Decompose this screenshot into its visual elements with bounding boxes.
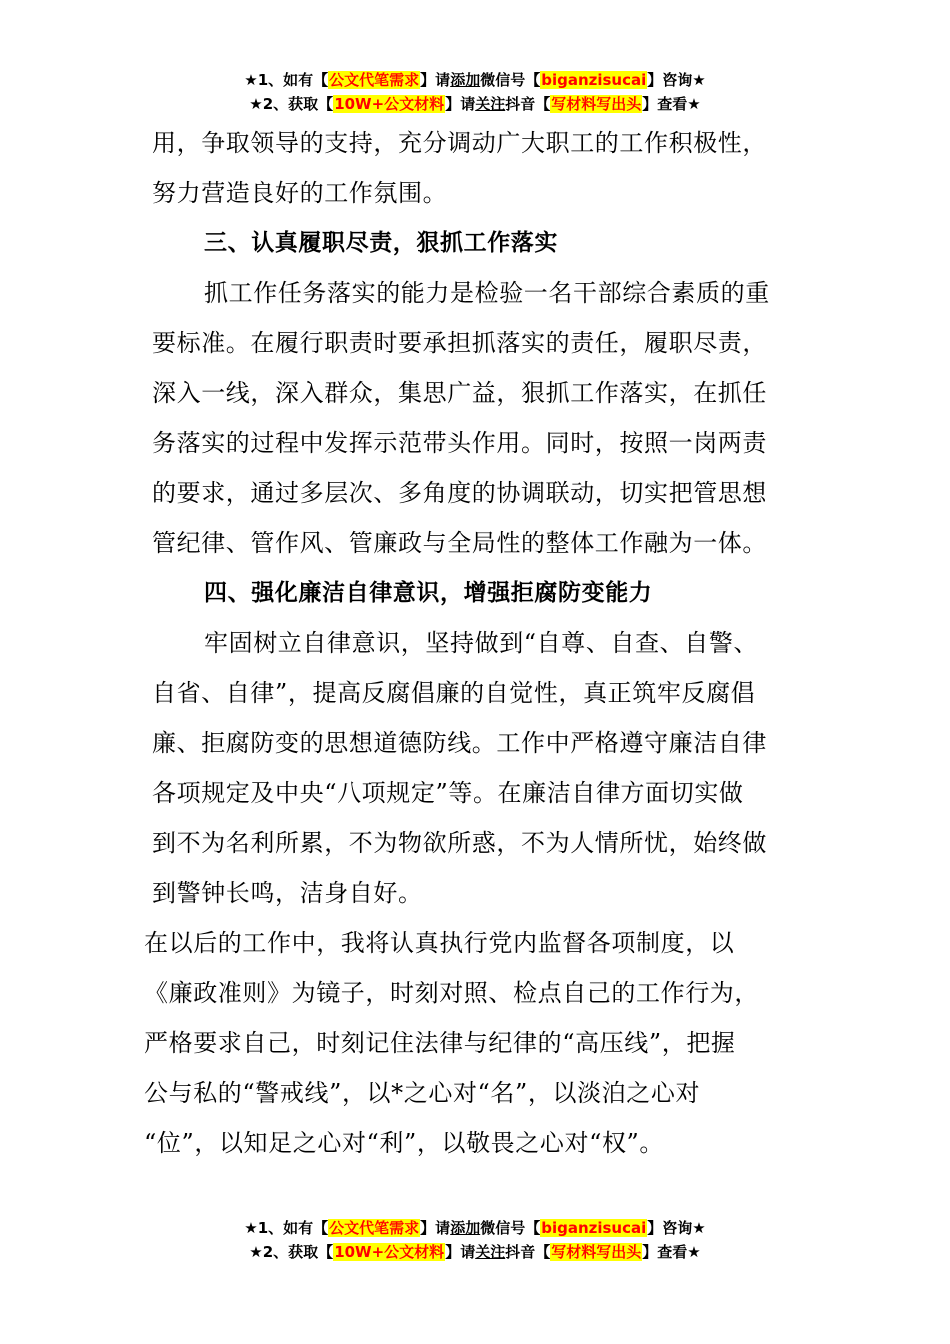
banner-text: 微信号【 — [480, 1219, 541, 1237]
body-line: 管纪律、管作风、管廉政与全局性的整体工作融为一体。 — [152, 529, 767, 557]
body-line: 深入一线，深入群众，集思广益，狠抓工作落实，在抓任 — [152, 379, 767, 407]
banner-underlined: 关注 — [475, 1243, 506, 1261]
banner-highlight: 写材料写出头 — [551, 95, 642, 113]
body-line: 要标准。在履行职责时要承担抓落实的责任，履职尽责， — [152, 329, 767, 357]
banner-text: ★2、获取【 — [249, 1243, 334, 1261]
section-heading: 四、强化廉洁自律意识，增强拒腐防变能力 — [204, 580, 653, 606]
body-line: 抓工作任务落实的能力是检验一名干部综合素质的重 — [204, 279, 770, 307]
banner-highlight: 写材料写出头 — [551, 1243, 642, 1261]
banner-underlined: 添加 — [450, 71, 481, 89]
top-banner — [0, 68, 950, 116]
body-line: 严格要求自己，时刻记住法律与纪律的“高压线”，把握 — [144, 1029, 736, 1057]
banner-text: 】查看★ — [642, 1243, 701, 1261]
body-line: 用，争取领导的支持，充分调动广大职工的工作积极性， — [152, 129, 767, 157]
banner-highlight: 公文代笔需求 — [329, 71, 420, 89]
bottom-banner-line-2 — [0, 1240, 950, 1264]
banner-text: 】请 — [420, 1219, 451, 1237]
banner-text: 】查看★ — [642, 95, 701, 113]
banner-underlined: 关注 — [475, 95, 506, 113]
banner-highlight: 10W+公文材料 — [334, 95, 445, 113]
body-line: 各项规定及中央“八项规定”等。在廉洁自律方面切实做 — [152, 779, 744, 807]
banner-text: ★1、如有【 — [244, 71, 329, 89]
banner-highlight: biganzisucai — [541, 1219, 647, 1237]
banner-text: ★2、获取【 — [249, 95, 334, 113]
bottom-banner-line-1 — [0, 1216, 950, 1240]
top-banner-line-2 — [0, 92, 950, 116]
banner-text: 】咨询★ — [647, 71, 706, 89]
top-banner-line-1 — [0, 68, 950, 92]
body-line: 廉、拒腐防变的思想道德防线。工作中严格遵守廉洁自律 — [152, 729, 767, 757]
banner-text: 】请 — [445, 95, 476, 113]
banner-text: 】请 — [445, 1243, 476, 1261]
body-line: 公与私的“警戒线”，以*之心对“名”，以淡泊之心对 — [144, 1079, 701, 1107]
body-line: 在以后的工作中，我将认真执行党内监督各项制度，以 — [144, 929, 735, 957]
body-line: 的要求，通过多层次、多角度的协调联动，切实把管思想 — [152, 479, 767, 507]
body-line: 到不为名利所累，不为物欲所惑，不为人情所忧，始终做 — [152, 829, 767, 857]
banner-highlight: 10W+公文材料 — [334, 1243, 445, 1261]
banner-underlined: 添加 — [450, 1219, 481, 1237]
body-line: 《廉政准则》为镜子，时刻对照、检点自己的工作行为， — [144, 979, 759, 1007]
body-line: 到警钟长鸣，洁身自好。 — [152, 879, 423, 907]
banner-highlight: biganzisucai — [541, 71, 647, 89]
body-line: 务落实的过程中发挥示范带头作用。同时，按照一岗两责 — [152, 429, 767, 457]
section-heading: 三、认真履职尽责，狠抓工作落实 — [204, 230, 558, 256]
body-line: 努力营造良好的工作氛围。 — [152, 179, 448, 207]
bottom-banner — [0, 1216, 950, 1264]
body-line: “位”，以知足之心对“利”，以敬畏之心对“权”。 — [144, 1129, 665, 1157]
banner-text: 抖音【 — [505, 95, 551, 113]
banner-text: 】请 — [420, 71, 451, 89]
banner-text: ★1、如有【 — [244, 1219, 329, 1237]
banner-text: 微信号【 — [480, 71, 541, 89]
banner-text: 抖音【 — [505, 1243, 551, 1261]
banner-highlight: 公文代笔需求 — [329, 1219, 420, 1237]
body-line: 牢固树立自律意识，坚持做到“自尊、自查、自警、 — [204, 629, 759, 657]
body-line: 自省、自律”，提高反腐倡廉的自觉性，真正筑牢反腐倡 — [152, 679, 756, 707]
banner-text: 】咨询★ — [647, 1219, 706, 1237]
